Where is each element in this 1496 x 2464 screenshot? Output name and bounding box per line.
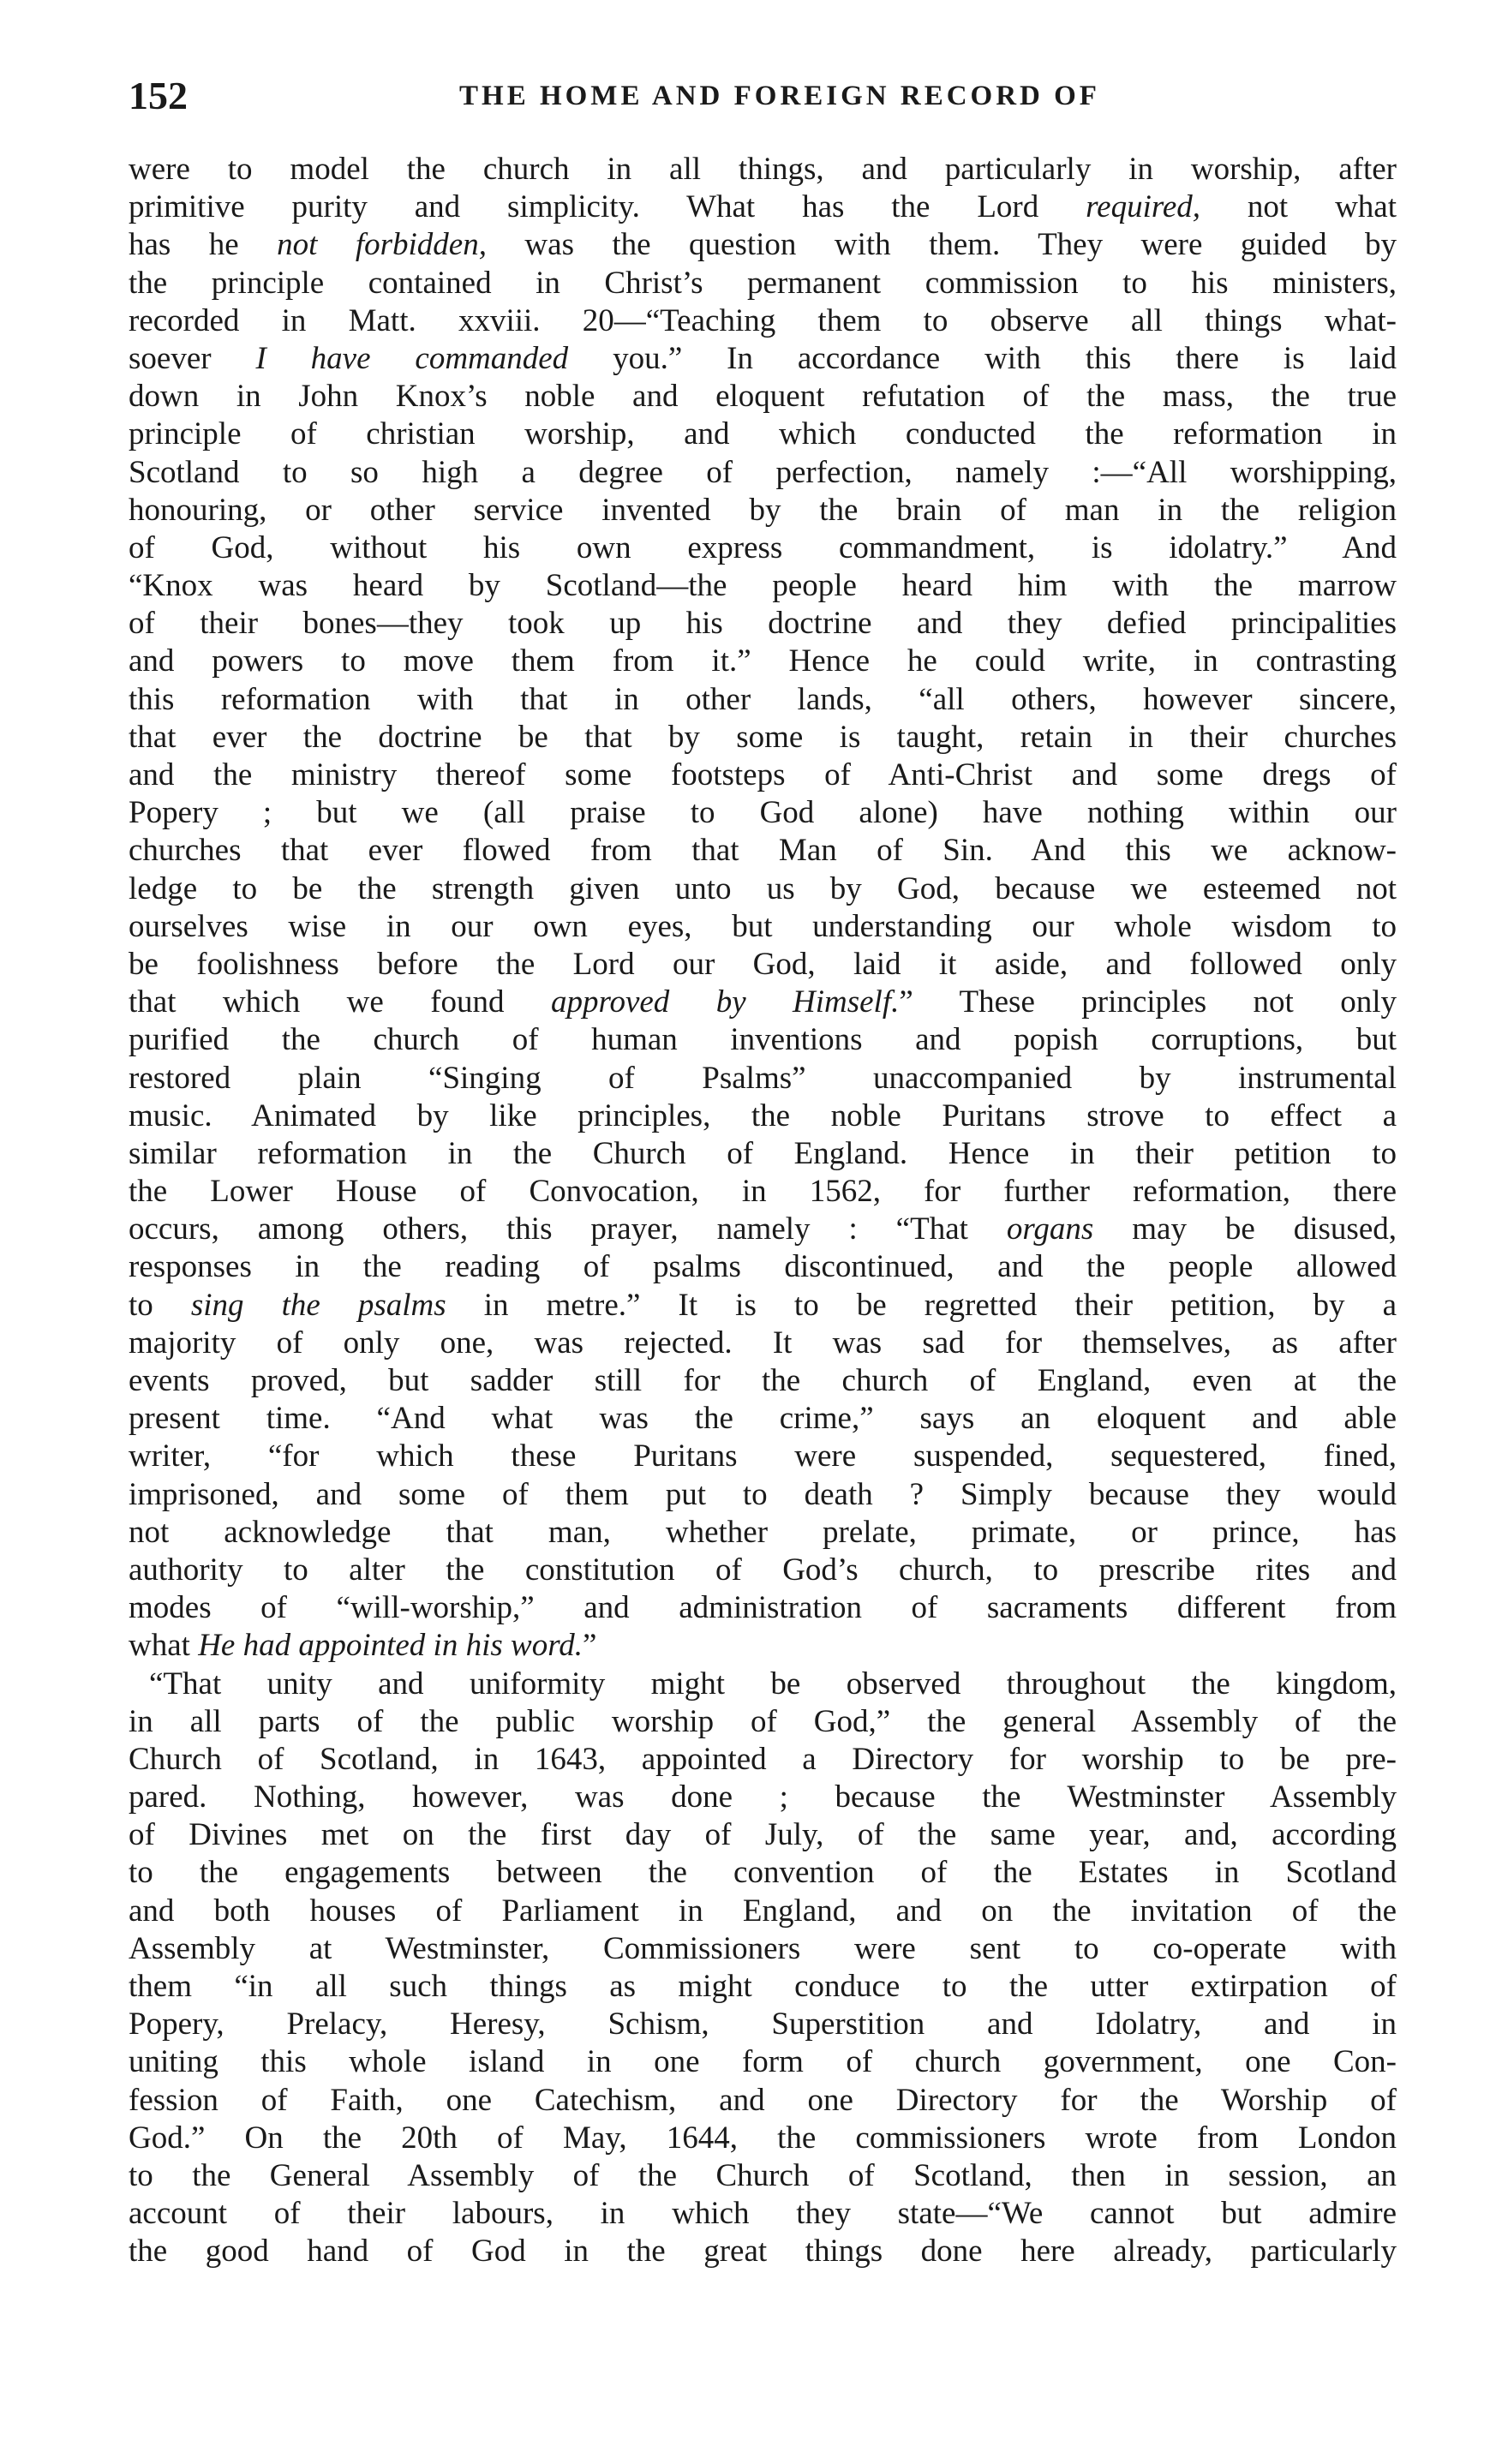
text-run: principle of christian worship, and which conducted the reformation in: [129, 416, 1397, 452]
text-run: that ever the doctrine be that by some is taught, retain in their churches: [129, 719, 1397, 755]
text-line: [129, 529, 1397, 567]
text-run: ” These principles not only: [899, 984, 1397, 1020]
text-line: [129, 2120, 1397, 2157]
text-line: [129, 1248, 1397, 1286]
text-line: [129, 492, 1397, 529]
text-line: [129, 681, 1397, 719]
text-run: down in John Knox’s noble and eloquent refutation of the mass, the true: [129, 379, 1397, 415]
text-line: [129, 870, 1397, 908]
text-line: [129, 984, 1397, 1021]
text-run: the good hand of God in the great things done here already, particularly: [129, 2234, 1397, 2270]
text-line: [129, 1666, 1397, 1703]
text-line: [129, 946, 1397, 984]
text-run: Popery ; but we (all praise to God alone) have nothing within our: [129, 795, 1397, 831]
text-run: imprisoned, and some of them put to death ? Simply because they would: [129, 1476, 1397, 1512]
text-run: of God, without his own express commandment, is idolatry.” And: [129, 529, 1397, 565]
text-run: Church of Scotland, in 1643, appointed a Directory for worship to be pre-: [129, 1741, 1397, 1777]
text-line: [129, 1400, 1397, 1438]
text-line: [129, 1287, 1397, 1325]
text-line: [129, 2233, 1397, 2270]
text-line: [129, 908, 1397, 946]
italic-text: approved by Himself.: [550, 984, 900, 1020]
text-run: modes of “will-worship,” and administration of sacraments different from: [129, 1590, 1397, 1626]
text-run: ourselves wise in our own eyes, but understanding our whole wisdom to: [129, 908, 1397, 944]
text-line: [129, 1060, 1397, 1097]
text-run: “That unity and uniformity might be observed throughout the kingdom,: [149, 1666, 1397, 1701]
italic-text: He had appointed in his word.: [198, 1628, 583, 1664]
text-line: [129, 1703, 1397, 1741]
text-line: [129, 719, 1397, 757]
text-run: Scotland to so high a degree of perfection, namely :—“All worshipping,: [129, 454, 1397, 490]
text-line: [129, 643, 1397, 680]
text-line: [129, 1589, 1397, 1627]
text-run: of their bones—they took up his doctrine and they defied principalities: [129, 606, 1397, 642]
text-run: to the General Assembly of the Church of Scotland, then in session, an: [129, 2157, 1397, 2193]
text-run: was the question with them. They were guided by: [486, 227, 1397, 263]
text-line: [129, 1968, 1397, 2006]
text-run: the principle contained in Christ’s permanent commission to his ministers,: [129, 265, 1397, 301]
text-line: [129, 2043, 1397, 2081]
text-line: [129, 1741, 1397, 1779]
text-run: not acknowledge that man, whether prelate, primate, or prince, has: [129, 1514, 1397, 1550]
text-run: ledge to be the strength given unto us by God, because we esteemed not: [129, 870, 1397, 906]
text-line: [129, 1135, 1397, 1173]
text-line: [129, 794, 1397, 832]
text-run: occurs, among others, this prayer, namely : “That: [129, 1211, 1007, 1247]
text-run: Assembly at Westminster, Commissioners were sent to co-operate with: [129, 1930, 1397, 1966]
text-run: account of their labours, in which they state—“We cannot but admire: [129, 2196, 1397, 2232]
text-run: in metre.” It is to be regretted their petition, by a: [446, 1287, 1397, 1323]
text-run: what: [129, 1628, 199, 1664]
text-run: and both houses of Parliament in England, and on the invitation of the: [129, 1893, 1397, 1929]
text-line: [129, 567, 1397, 605]
text-run: has he: [129, 227, 278, 263]
text-line: [129, 1930, 1397, 1968]
text-run: present time. “And what was the crime,” says an eloquent and able: [129, 1401, 1397, 1437]
text-line: [129, 302, 1397, 340]
text-line: [129, 1854, 1397, 1892]
text-line: [129, 1211, 1397, 1248]
text-line: [129, 1627, 1397, 1665]
text-line: [129, 1552, 1397, 1589]
text-run: music. Animated by like principles, the noble Puritans strove to effect a: [129, 1097, 1397, 1133]
text-line: [129, 1173, 1397, 1211]
text-run: similar reformation in the Church of England. Hence in their petition to: [129, 1135, 1397, 1171]
text-line: [129, 188, 1397, 226]
text-line: [129, 2082, 1397, 2120]
text-line: [129, 416, 1397, 453]
text-line: [129, 1893, 1397, 1930]
text-run: ”: [582, 1628, 597, 1664]
text-line: [129, 226, 1397, 264]
text-run: recorded in Matt. xxviii. 20—“Teaching them to observe all things what-: [129, 302, 1397, 338]
text-run: honouring, or other service invented by the brain of man in the religion: [129, 492, 1397, 528]
italic-text: sing the psalms: [190, 1287, 446, 1323]
text-run: uniting this whole island in one form of church government, one Con-: [129, 2044, 1397, 2080]
text-line: [129, 1476, 1397, 1514]
text-run: pared. Nothing, however, was done ; because the Westminster Assembly: [129, 1779, 1397, 1815]
text-run: primitive purity and simplicity. What has the Lord: [129, 189, 1086, 225]
text-run: writer, “for which these Puritans were suspended, sequestered, fined,: [129, 1438, 1397, 1474]
text-run: may be disused,: [1093, 1211, 1397, 1247]
italic-text: not forbidden,: [277, 227, 487, 263]
text-line: [129, 2195, 1397, 2233]
text-line: [129, 1438, 1397, 1475]
text-run: events proved, but sadder still for the church of England, even at the: [129, 1363, 1397, 1398]
text-line: [129, 2157, 1397, 2195]
text-run: of Divines met on the first day of July, of the same year, and, according: [129, 1817, 1397, 1853]
text-run: you.” In accordance with this there is laid: [568, 340, 1397, 376]
italic-text: required,: [1086, 189, 1201, 225]
text-run: them “in all such things as might conduce to the utter extirpation of: [129, 1969, 1397, 2004]
text-run: fession of Faith, one Catechism, and one Directory for the Worship of: [129, 2082, 1397, 2118]
text-line: [129, 1021, 1397, 1059]
text-run: in all parts of the public worship of God,” the general Assembly of the: [129, 1703, 1397, 1739]
italic-text: I have commanded: [255, 340, 569, 376]
text-line: [129, 1097, 1397, 1135]
text-run: majority of only one, was rejected. It was sad for themselves, as after: [129, 1325, 1397, 1361]
text-line: [129, 151, 1397, 188]
text-run: restored plain “Singing of Psalms” unaccompanied by instrumental: [129, 1060, 1397, 1096]
text-run: to: [129, 1287, 191, 1323]
text-run: not what: [1200, 189, 1397, 225]
text-run: to the engagements between the convention of the Estates in Scotland: [129, 1855, 1397, 1891]
text-run: Popery, Prelacy, Heresy, Schism, Superstition and Idolatry, and in: [129, 2006, 1397, 2042]
text-line: [129, 454, 1397, 492]
text-run: authority to alter the constitution of God’s church, to prescribe rites and: [129, 1552, 1397, 1588]
text-line: [129, 757, 1397, 794]
text-line: [129, 605, 1397, 643]
body-text: [129, 151, 1397, 2271]
text-run: were to model the church in all things, and particularly in worship, after: [129, 152, 1397, 187]
running-head: THE HOME AND FOREIGN RECORD OF: [459, 81, 1100, 111]
text-run: responses in the reading of psalms discontinued, and the people allowed: [129, 1249, 1397, 1285]
text-line: [129, 1514, 1397, 1552]
text-run: and the ministry thereof some footsteps of Anti-Christ and some dregs of: [129, 757, 1397, 792]
text-run: churches that ever flowed from that Man of Sin. And this we acknow-: [129, 833, 1397, 869]
text-run: be foolishness before the Lord our God, laid it aside, and followed only: [129, 946, 1397, 982]
text-line: [129, 265, 1397, 302]
text-line: [129, 1816, 1397, 1854]
text-line: [129, 1325, 1397, 1362]
text-line: [129, 340, 1397, 378]
text-run: that which we found: [129, 984, 551, 1020]
text-run: and powers to move them from it.” Hence he could write, in contrasting: [129, 643, 1397, 679]
text-line: [129, 1362, 1397, 1400]
text-run: “Knox was heard by Scotland—the people heard him with the marrow: [129, 568, 1397, 604]
page-number: 152: [129, 74, 188, 117]
text-line: [129, 378, 1397, 416]
text-line: [129, 1779, 1397, 1816]
text-run: this reformation with that in other lands, “all others, however sincere,: [129, 681, 1397, 717]
text-run: soever: [129, 340, 256, 376]
italic-text: organs: [1006, 1211, 1094, 1247]
text-line: [129, 2006, 1397, 2043]
text-run: the Lower House of Convocation, in 1562, for further reformation, there: [129, 1174, 1397, 1210]
page-header: [129, 70, 1397, 122]
text-run: God.” On the 20th of May, 1644, the commissioners wrote from London: [129, 2120, 1397, 2156]
text-run: purified the church of human inventions and popish corruptions, but: [129, 1022, 1397, 1058]
text-line: [129, 832, 1397, 870]
